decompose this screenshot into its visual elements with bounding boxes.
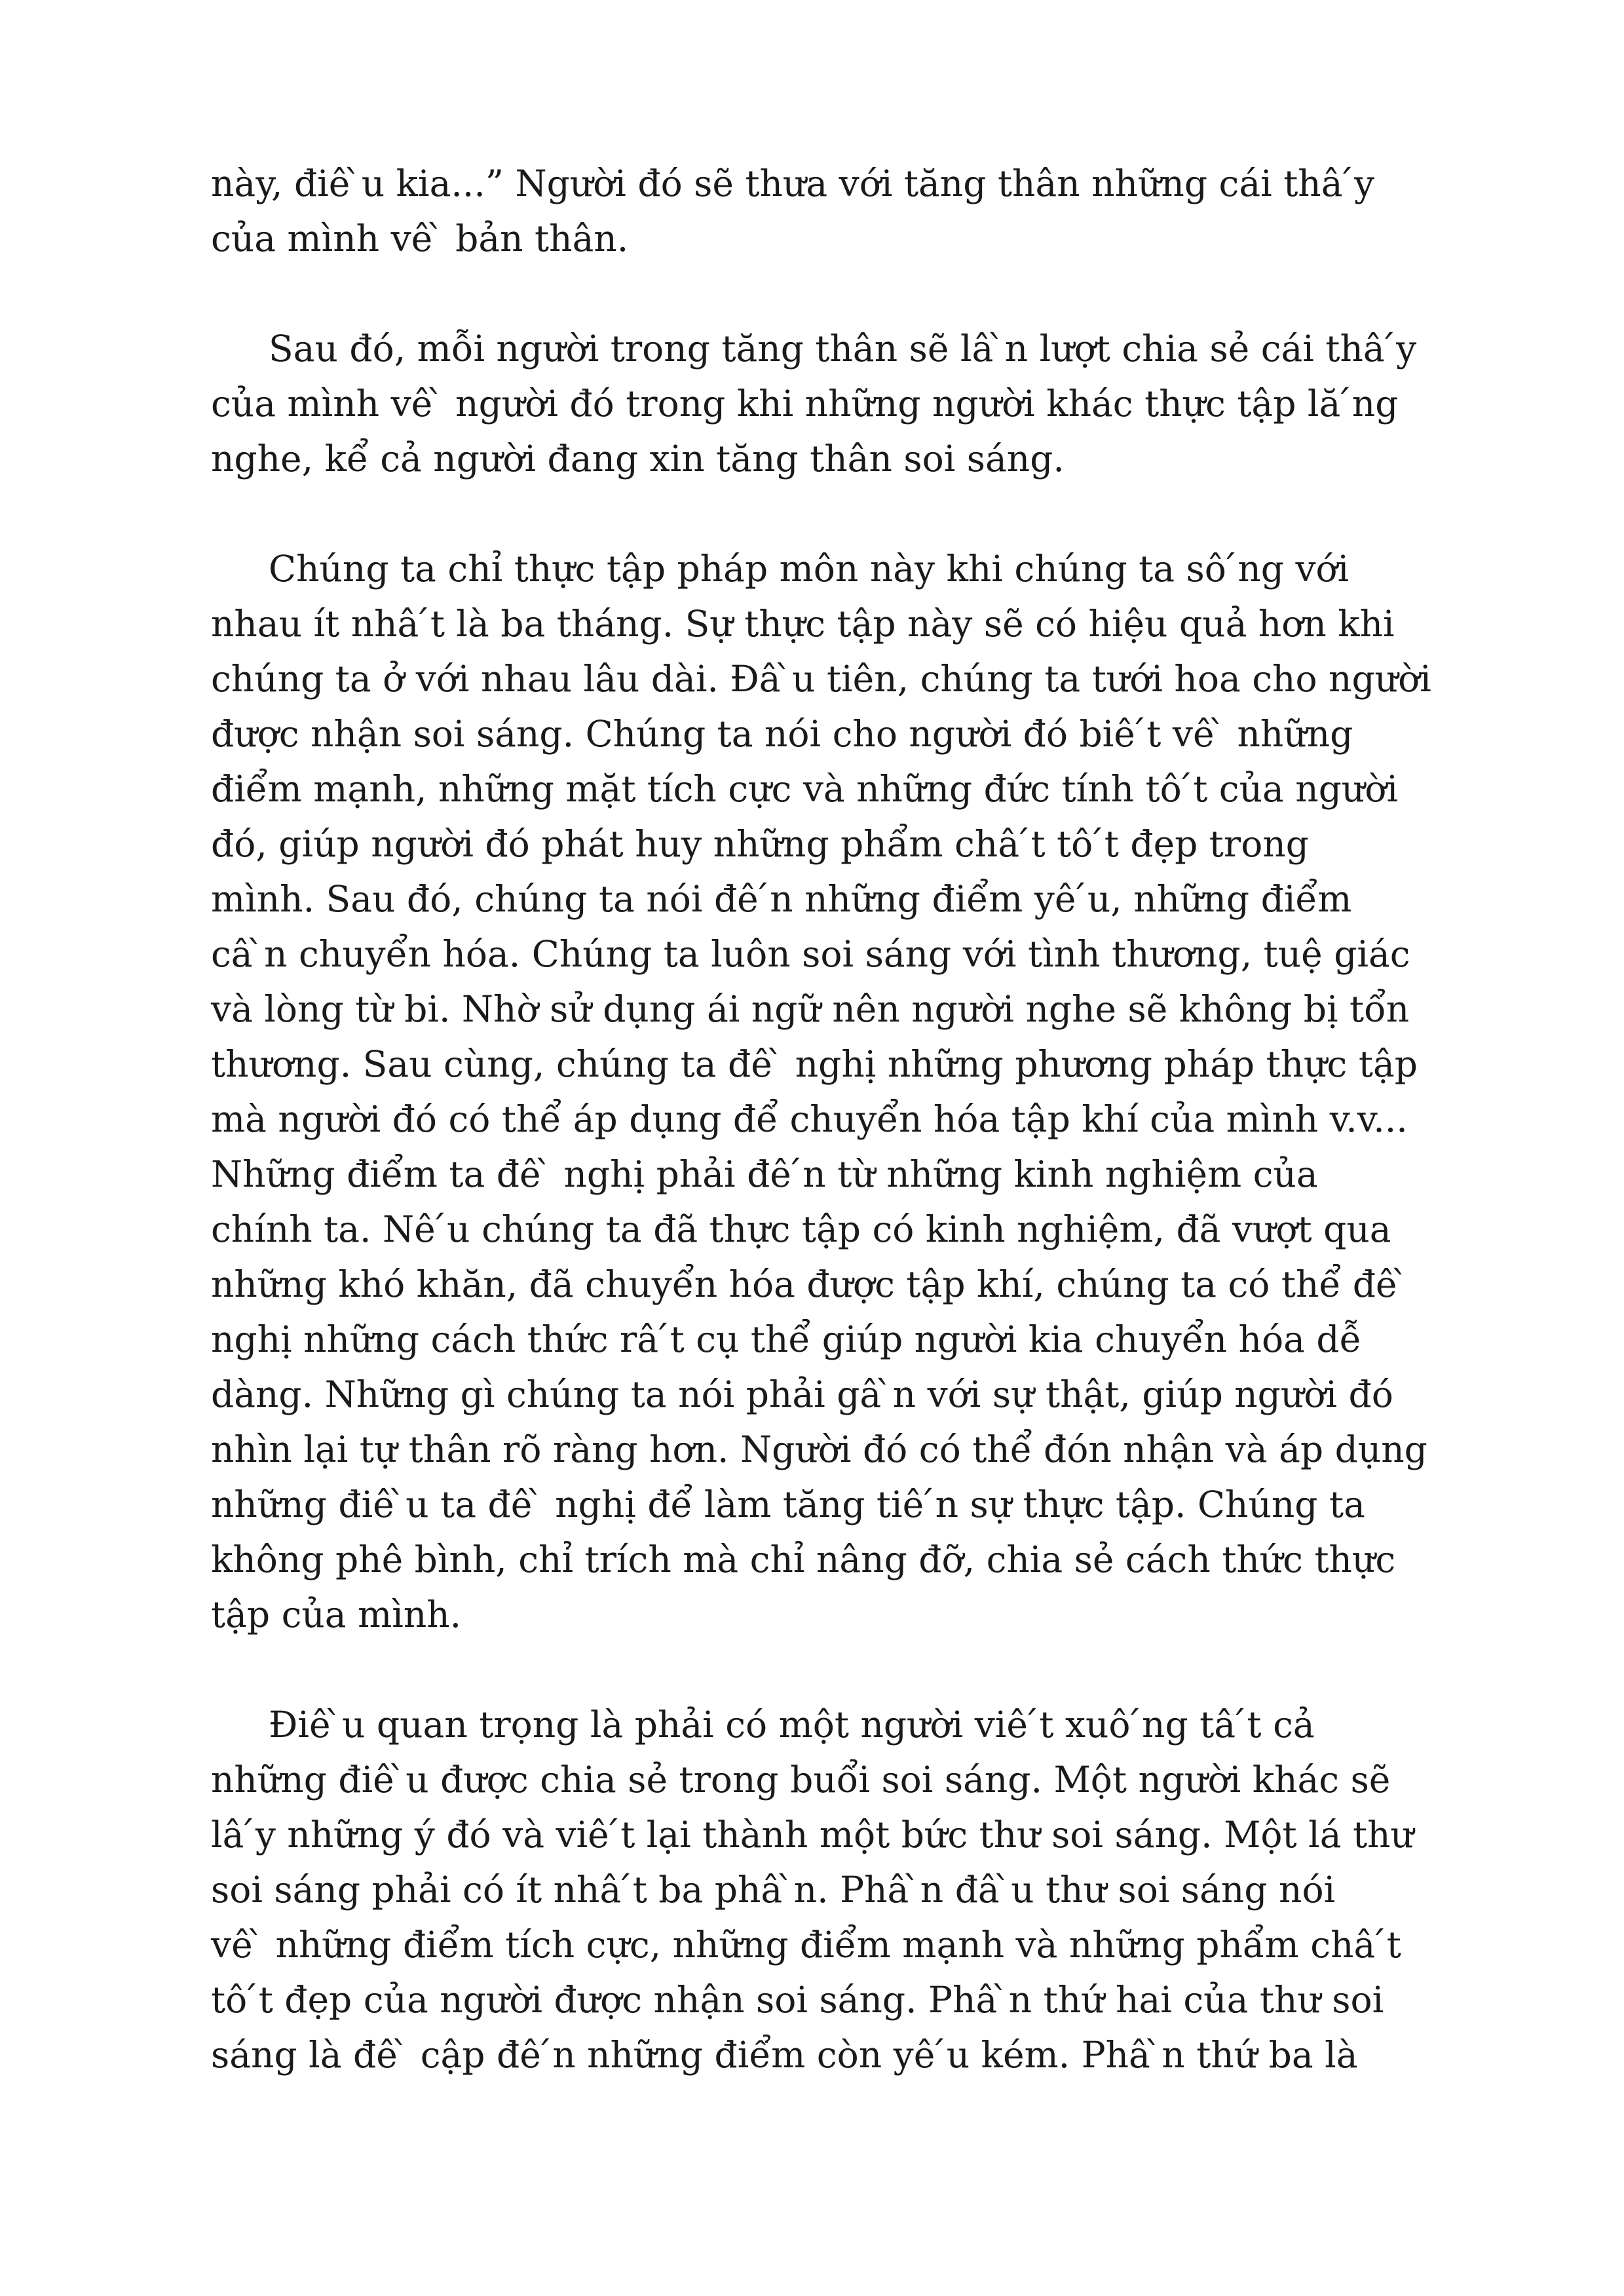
text-line: Điê ̀u quan trọng là phải có một người viê ́t xuô ́ng tâ ́t cả xyxy=(269,1704,1315,1746)
text-line: thương. Sau cùng, chúng ta đê ̀ nghị những phương pháp thực tập xyxy=(211,1043,1418,1085)
text-line: những khó khăn, đã chuyển hóa được tập khí, chúng ta có thể đê ̀ xyxy=(211,1263,1408,1305)
text-line: những điê ̀u được chia sẻ trong buổi soi sáng. Một người khác sẽ xyxy=(211,1759,1391,1801)
text-line: tập của mình. xyxy=(211,1594,462,1636)
text-line: sáng là đê ̀ cập đê ́n những điểm còn yê ́u kém. Phâ ̀n thứ ba là xyxy=(211,2034,1358,2076)
text-line: chính ta. Nê ́u chúng ta đã thực tập có kinh nghiệm, đã vượt qua xyxy=(211,1208,1391,1250)
text-line: của mình vê ̀ bản thân. xyxy=(211,218,629,259)
body-text xyxy=(211,156,1443,2137)
text-line: được nhận soi sáng. Chúng ta nói cho người đó biê ́t vê ̀ những xyxy=(211,713,1353,755)
text-line: nghe, kể cả người đang xin tăng thân soi sáng. xyxy=(211,438,1065,480)
text-line: đó, giúp người đó phát huy những phẩm châ ́t tô ́t đẹp trong xyxy=(211,823,1309,865)
text-line: không phê bình, chỉ trích mà chỉ nâng đỡ, chia sẻ cách thức thực xyxy=(211,1539,1396,1580)
paragraph-1 xyxy=(211,156,1443,266)
text-line: mình. Sau đó, chúng ta nói đê ́n những điểm yê ́u, những điểm xyxy=(211,878,1352,920)
text-line: chúng ta ở với nhau lâu dài. Đâ ̀u tiên, chúng ta tưới hoa cho người xyxy=(211,658,1431,700)
text-line: soi sáng phải có ít nhâ ́t ba phâ ̀n. Phâ ̀n đâ ̀u thư soi sáng nói xyxy=(211,1869,1336,1911)
paragraph-4 xyxy=(211,1697,1443,2082)
text-line: nghị những cách thức râ ́t cụ thể giúp người kia chuyển hóa dễ xyxy=(211,1318,1362,1360)
text-line: nhìn lại tự thân rõ ràng hơn. Người đó có thể đón nhận và áp dụng xyxy=(211,1428,1427,1470)
text-line: của mình vê ̀ người đó trong khi những người khác thực tập lă ́ng xyxy=(211,383,1399,425)
text-line: tô ́t đẹp của người được nhận soi sáng. Phâ ̀n thứ hai của thư soi xyxy=(211,1979,1384,2021)
text-line: vê ̀ những điểm tích cực, những điểm mạnh và những phẩm châ ́t xyxy=(211,1924,1401,1966)
text-line: những điê ̀u ta đê ̀ nghị để làm tăng tiê ́n sự thực tập. Chúng ta xyxy=(211,1483,1365,1525)
text-line: này, điê ̀u kia...” Người đó sẽ thưa với tăng thân những cái thâ ́y xyxy=(211,163,1375,204)
text-line: câ ̀n chuyển hóa. Chúng ta luôn soi sáng với tình thương, tuệ giác xyxy=(211,933,1410,975)
text-line: nhau ít nhâ ́t là ba tháng. Sự thực tập này sẽ có hiệu quả hơn khi xyxy=(211,603,1395,645)
paragraph-3 xyxy=(211,541,1443,1642)
text-line: lâ ́y những ý đó và viê ́t lại thành một bức thư soi sáng. Một lá thư xyxy=(211,1814,1414,1856)
text-line: mà người đó có thể áp dụng để chuyển hóa tập khí của mình v.v... xyxy=(211,1098,1408,1140)
text-line: Sau đó, mỗi người trong tăng thân sẽ lâ ̀n lượt chia sẻ cái thâ ́y xyxy=(269,328,1417,370)
text-line: điểm mạnh, những mặt tích cực và những đức tính tô ́t của người xyxy=(211,768,1399,810)
text-line: Những điểm ta đê ̀ nghị phải đê ́n từ những kinh nghiệm của xyxy=(211,1153,1318,1195)
paragraph-2 xyxy=(211,321,1443,486)
text-line: và lòng từ bi. Nhờ sử dụng ái ngữ nên người nghe sẽ không bị tổn xyxy=(211,988,1410,1030)
text-line: Chúng ta chỉ thực tập pháp môn này khi chúng ta sô ́ng với xyxy=(269,548,1350,590)
text-line: dàng. Những gì chúng ta nói phải gâ ̀n với sự thật, giúp người đó xyxy=(211,1373,1393,1415)
